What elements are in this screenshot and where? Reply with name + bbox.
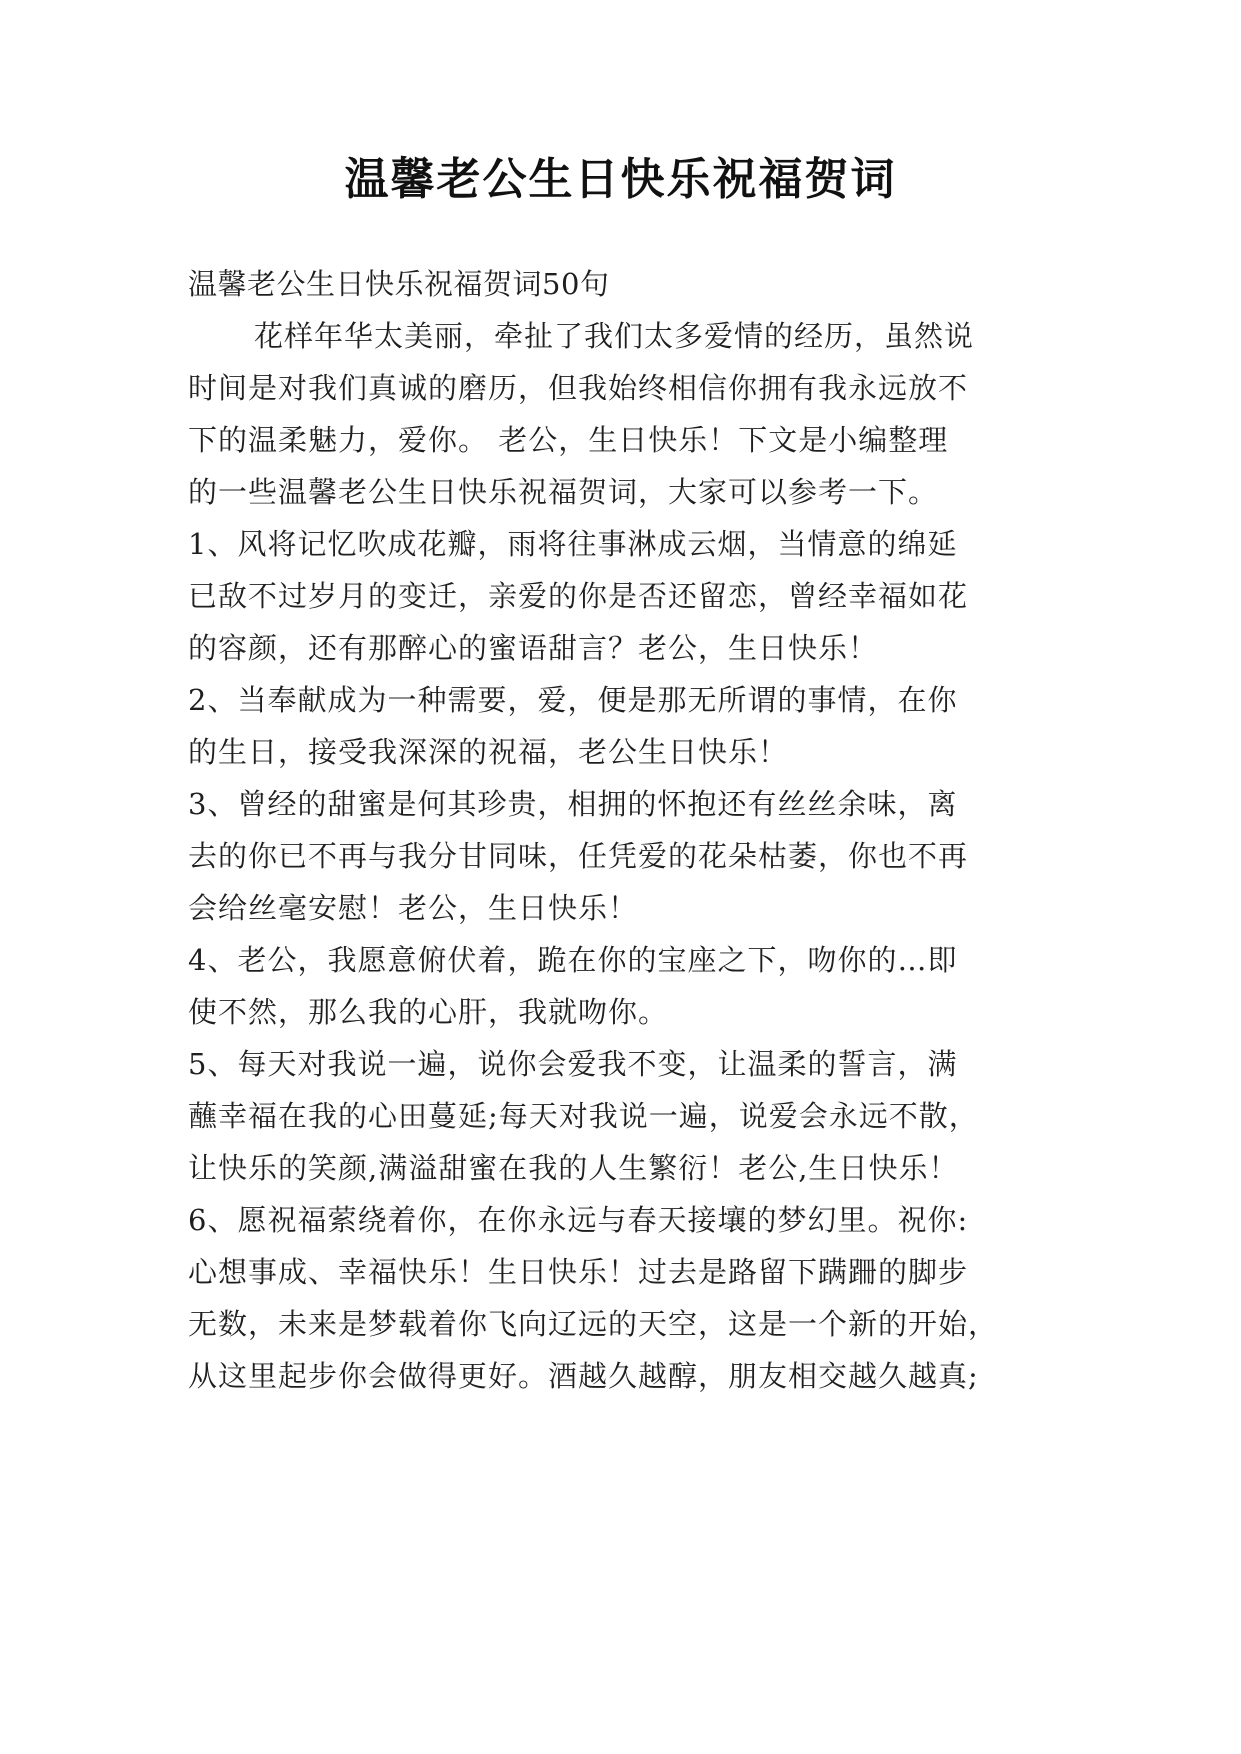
paragraph-line: 的生日，接受我深深的祝福，老公生日快乐！ <box>188 735 789 769</box>
paragraph-line: 已敌不过岁月的变迁，亲爱的你是否还留恋，曾经幸福如花 <box>188 579 969 613</box>
paragraph-line: 5、每天对我说一遍，说你会爱我不变，让温柔的誓言，满 <box>188 1047 958 1081</box>
paragraph-line: 会给丝毫安慰！老公，生日快乐！ <box>188 891 639 925</box>
paragraph-line: 使不然，那么我的心肝，我就吻你。 <box>188 995 669 1029</box>
paragraph-line: 心想事成、幸福快乐！生日快乐！过去是路留下蹒跚的脚步 <box>188 1255 969 1289</box>
page-title: 温馨老公生日快乐祝福贺词 <box>344 154 897 205</box>
paragraph-line: 1、风将记忆吹成花瓣，雨将往事淋成云烟，当情意的绵延 <box>188 527 958 561</box>
paragraph-line: 2、当奉献成为一种需要，爱，便是那无所谓的事情，在你 <box>188 683 958 717</box>
paragraph-line: 花样年华太美丽，牵扯了我们太多爱情的经历，虽然说 <box>254 319 975 353</box>
paragraph-line: 的一些温馨老公生日快乐祝福贺词，大家可以参考一下。 <box>188 475 939 509</box>
paragraph-line: 6、愿祝福萦绕着你，在你永远与春天接壤的梦幻里。祝你: <box>188 1203 969 1237</box>
paragraph-line: 让快乐的笑颜,满溢甜蜜在我的人生繁衍！老公,生日快乐！ <box>188 1151 959 1185</box>
paragraph-line: 去的你已不再与我分甘同味，任凭爱的花朵枯萎，你也不再 <box>188 839 969 873</box>
paragraph-line: 4、老公，我愿意俯伏着，跪在你的宝座之下，吻你的…即 <box>188 943 958 977</box>
paragraph-line: 无数，未来是梦载着你飞向辽远的天空，这是一个新的开始， <box>188 1307 999 1341</box>
document-subtitle: 温馨老公生日快乐祝福贺词50句 <box>188 267 610 301</box>
paragraph-line: 下的温柔魅力，爱你。 老公，生日快乐！下文是小编整理 <box>188 423 949 457</box>
paragraph-line: 时间是对我们真诚的磨历，但我始终相信你拥有我永远放不 <box>188 371 969 405</box>
paragraph-line: 蘸幸福在我的心田蔓延;每天对我说一遍，说爱会永远不散， <box>188 1099 979 1133</box>
paragraph-line: 3、曾经的甜蜜是何其珍贵，相拥的怀抱还有丝丝余味，离 <box>188 787 958 821</box>
paragraph-line: 的容颜，还有那醉心的蜜语甜言？老公，生日快乐！ <box>188 631 879 665</box>
paragraph-line: 从这里起步你会做得更好。酒越久越醇，朋友相交越久越真; <box>188 1359 979 1393</box>
